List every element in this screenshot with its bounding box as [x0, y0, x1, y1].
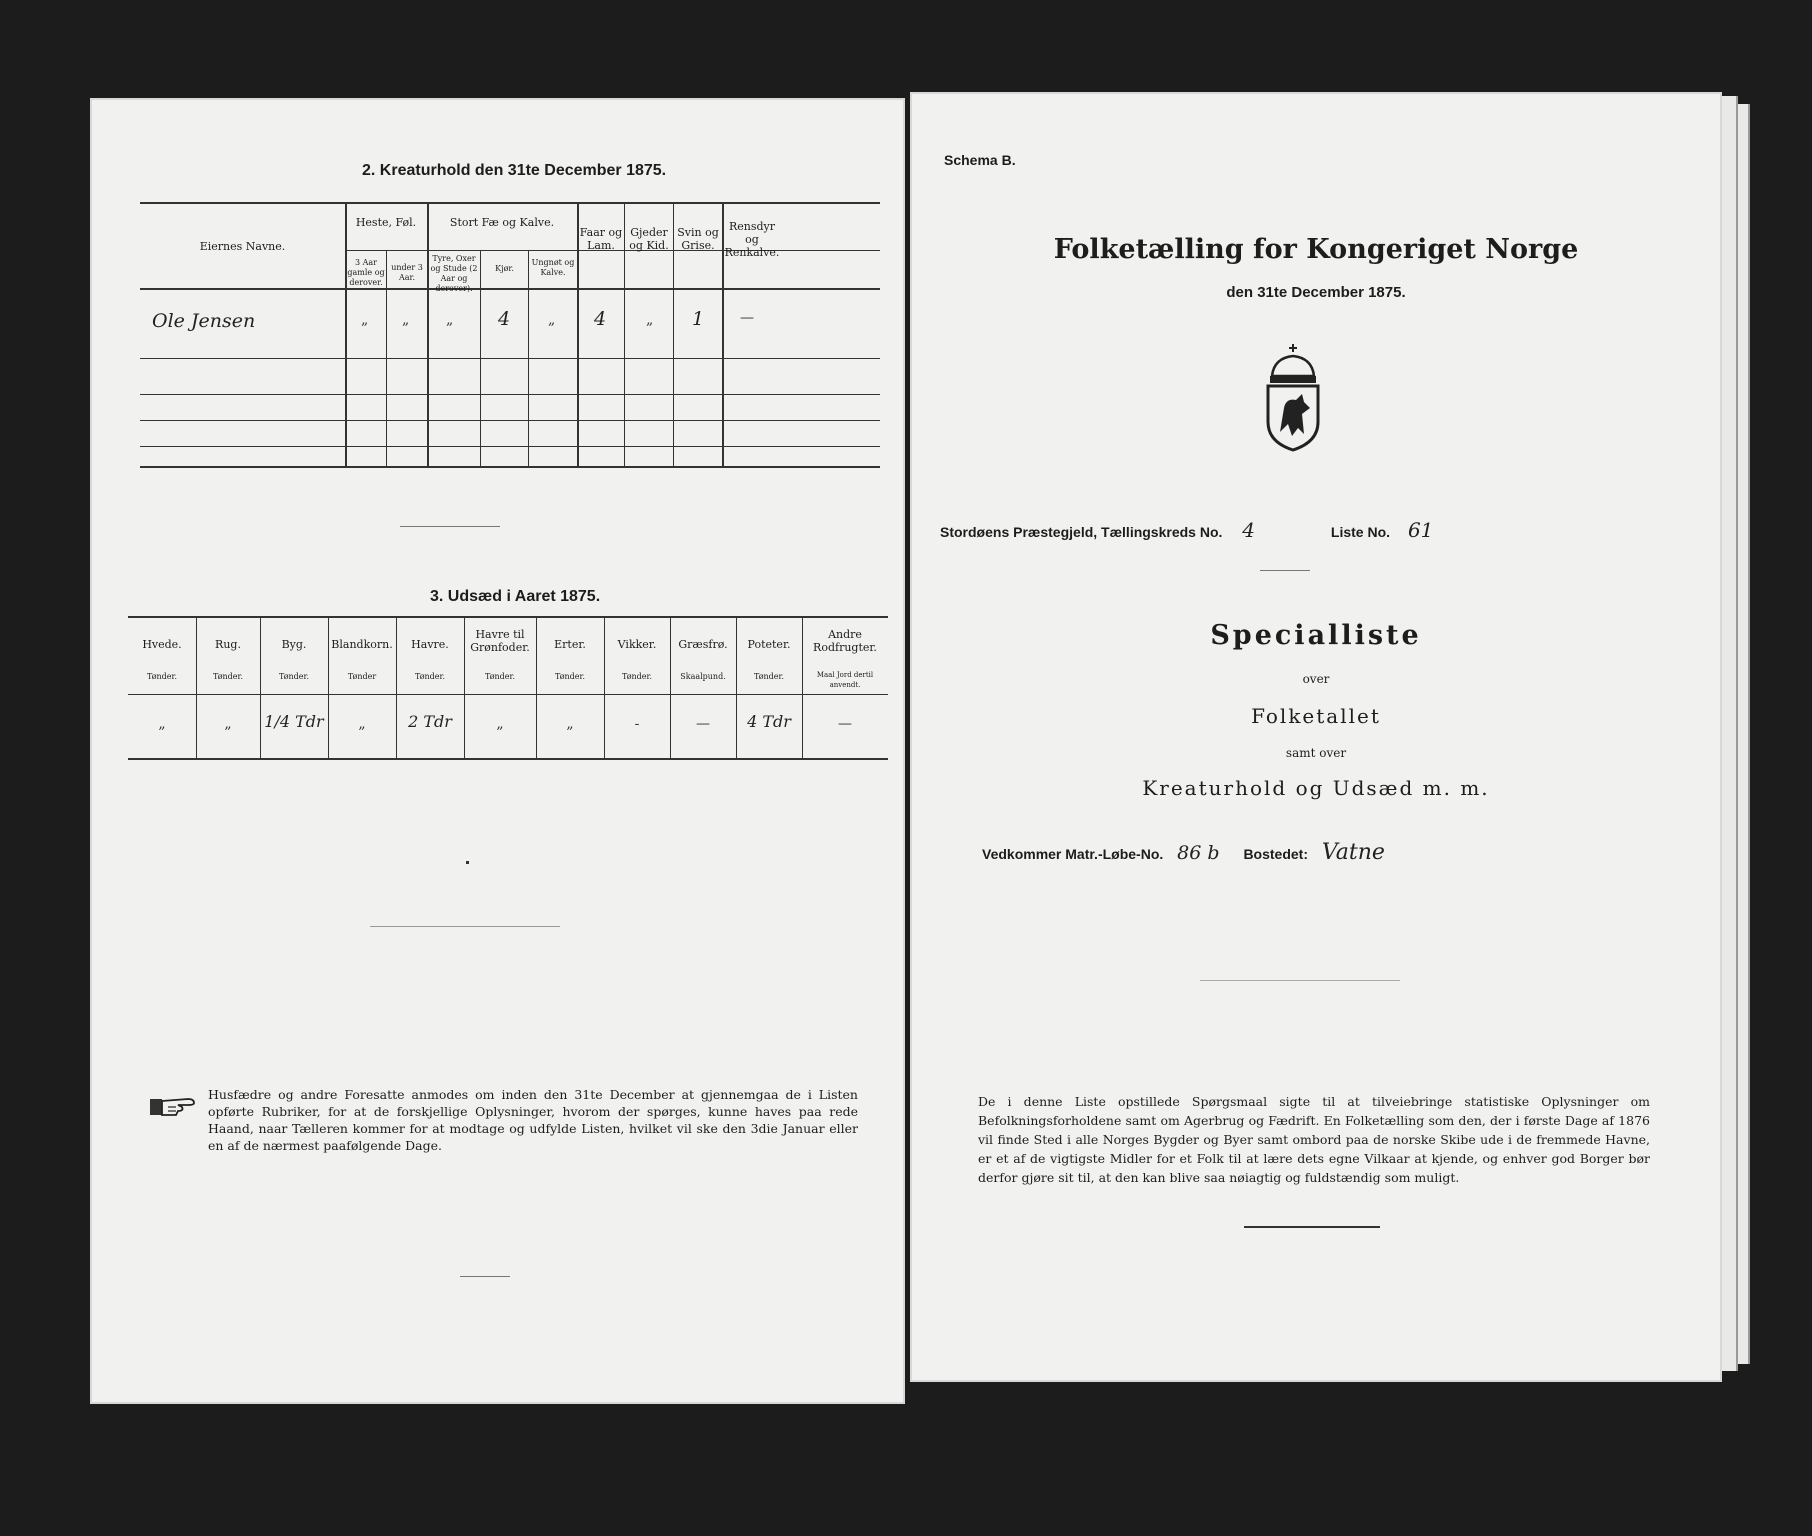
table-rule [128, 616, 888, 618]
sowing-header: Vikker. [617, 638, 657, 651]
table-rule [140, 420, 880, 421]
cell-horses-under3: „ [402, 312, 410, 328]
sowing-header: Græsfrø. [678, 638, 728, 651]
sowing-cell: „ [224, 716, 232, 732]
separator [1244, 1226, 1380, 1228]
header-sheep: Faar og Lam. [579, 226, 623, 252]
matr-number: 86 b [1177, 842, 1220, 864]
header-cattle-cows: Kjør. [495, 264, 514, 273]
bosted-label: Bostedet: [1243, 846, 1308, 862]
header-cattle-bulls: Tyre, Oxer og Stude (2 Aar og derover). [430, 254, 478, 293]
header-reindeer: Rensdyr og Renkalve. [724, 220, 780, 259]
sowing-cell: — [838, 716, 852, 732]
sowing-header: Rug. [215, 638, 241, 651]
list-number: 61 [1407, 518, 1434, 542]
district-line [940, 518, 1640, 542]
specialliste-heading: Specialliste [1210, 620, 1422, 651]
header-horses: Heste, Føl. [355, 216, 417, 229]
header-horses-3yr: 3 Aar gamle og derover. [347, 258, 385, 287]
sowing-unit: Tønder. [621, 672, 653, 681]
pointing-hand-icon [148, 1093, 198, 1123]
cell-cattle-cows: 4 [498, 308, 511, 330]
district-number: 4 [1242, 518, 1256, 542]
separator [1260, 570, 1310, 571]
sowing-cell: 4 Tdr [747, 712, 791, 731]
table-rule [140, 394, 880, 395]
table-rule [480, 250, 481, 466]
sowing-unit: Tønder. [278, 672, 310, 681]
sowing-header: Hvede. [142, 638, 182, 651]
header-pigs: Svin og Grise. [677, 226, 719, 252]
stray-mark [466, 861, 469, 864]
sowing-cell: „ [358, 716, 366, 732]
sowing-header: Havre til Grønfoder. [470, 628, 530, 654]
header-owner: Eiernes Navne. [199, 240, 286, 253]
folketallet-heading: Folketallet [1251, 704, 1381, 728]
right-page [910, 92, 1722, 1382]
sowing-unit: Skaalpund. [680, 672, 726, 681]
header-horses-under3: under 3 Aar. [391, 263, 423, 282]
sowing-unit: Tønder. [554, 672, 586, 681]
sowing-cell: — [696, 716, 710, 732]
cell-reindeer: — [740, 310, 754, 326]
header-cattle-young: Ungnøt og Kalve. [531, 258, 575, 277]
cell-pigs: 1 [692, 308, 705, 330]
table-rule [128, 694, 888, 695]
property-line [982, 840, 1682, 865]
cell-cattle-young: „ [548, 312, 556, 328]
table-rule [528, 250, 529, 466]
matr-label: Vedkommer Matr.-Løbe-No. [982, 846, 1164, 862]
main-title: Folketælling for Kongeriget Norge [1053, 234, 1579, 265]
sowing-unit: Tønder. [753, 672, 785, 681]
left-page [90, 98, 905, 1404]
sowing-header: Erter. [554, 638, 586, 651]
cell-cattle-bulls: „ [446, 312, 454, 328]
list-label: Liste No. [1330, 524, 1391, 540]
sowing-unit: Tønder. [484, 672, 516, 681]
sowing-header: Havre. [411, 638, 449, 651]
sowing-header: Blandkorn. [331, 638, 393, 651]
kreaturhold-heading: Kreaturhold og Udsæd m. m. [1142, 776, 1490, 800]
sowing-header: Poteter. [747, 638, 791, 651]
table-rule [345, 202, 347, 466]
district-label: Stordøens Præstegjeld, Tællingskreds No. [940, 524, 1223, 540]
cell-goats: „ [646, 312, 654, 328]
table-rule [128, 758, 888, 760]
separator [460, 1276, 510, 1277]
sowing-cell: 1/4 Tdr [264, 712, 324, 731]
sowing-cell: „ [158, 716, 166, 732]
owner-name: Ole Jensen [152, 310, 256, 332]
header-cattle: Stort Fæ og Kalve. [449, 216, 555, 229]
intro-paragraph: De i denne Liste opstillede Spørgsmaal sigte til at tilveiebringe statistiske Oplysninger om Befolkningsforholdene samt om Agerbrug og Fædrift. En Folketælling som den, der i første Dage af 1876 vil finde Sted i alle Norges Bygder og Byer samt ombord paa de norske Skibe ude i de fremmede Havne, er et af de vigtigste Midler for et Folk til at lære dets egne Vilkaar at kjende, og enhver god Borger bør derfor gjøre sit til, at den kan blive saa nøiagtig og fuldstændig som muligt. [978, 1094, 1650, 1185]
table-rule [140, 466, 880, 468]
table-rule [427, 202, 429, 466]
over-label: over [1302, 672, 1330, 686]
sowing-cell: „ [566, 716, 574, 732]
cell-sheep: 4 [594, 308, 607, 330]
table-rule [140, 202, 880, 204]
section-2-title: 2. Kreaturhold den 31te December 1875. [362, 162, 667, 179]
page-edge-stack [1722, 96, 1738, 1371]
census-date: den 31te December 1875. [1226, 284, 1406, 301]
coat-of-arms-icon [1258, 342, 1328, 456]
table-rule [140, 446, 880, 447]
sowing-unit: Tønder. [212, 672, 244, 681]
separator [1200, 980, 1400, 981]
section-3-title: 3. Udsæd i Aaret 1875. [430, 588, 601, 605]
sowing-header: Byg. [281, 638, 307, 651]
bosted-value: Vatne [1321, 840, 1385, 865]
table-rule [140, 288, 880, 290]
sowing-unit: Tønder. [146, 672, 178, 681]
sowing-cell: 2 Tdr [408, 712, 452, 731]
separator [370, 926, 560, 927]
cell-horses-3yr: „ [361, 312, 369, 328]
sowing-cell: - [634, 716, 640, 732]
sowing-header: Andre Rodfrugter. [813, 628, 877, 654]
table-rule [140, 358, 880, 359]
separator [400, 526, 500, 527]
sowing-cell: „ [496, 716, 504, 732]
sowing-unit: Maal Jord dertil anvendt. [816, 671, 874, 689]
samt-over-label: samt over [1285, 746, 1347, 760]
notice-text: Husfædre og andre Foresatte anmodes om inden den 31te December at gjennemgaa de i Listen opførte Rubriker, for at de forskjellige Oplysninger, hvorom der spørges, kunne haves paa rede Haand, naar Tælleren kommer for at modtage og udfylde Listen, hvilket vil ske den 3die Januar eller en af de nærmest paafølgende Dage. [208, 1087, 858, 1153]
sowing-unit: Tønder [347, 672, 377, 681]
sowing-unit: Tønder. [414, 672, 446, 681]
page-edge-stack [1738, 104, 1750, 1364]
schema-label: Schema B. [944, 152, 1016, 168]
header-goats: Gjeder og Kid. [629, 226, 669, 252]
